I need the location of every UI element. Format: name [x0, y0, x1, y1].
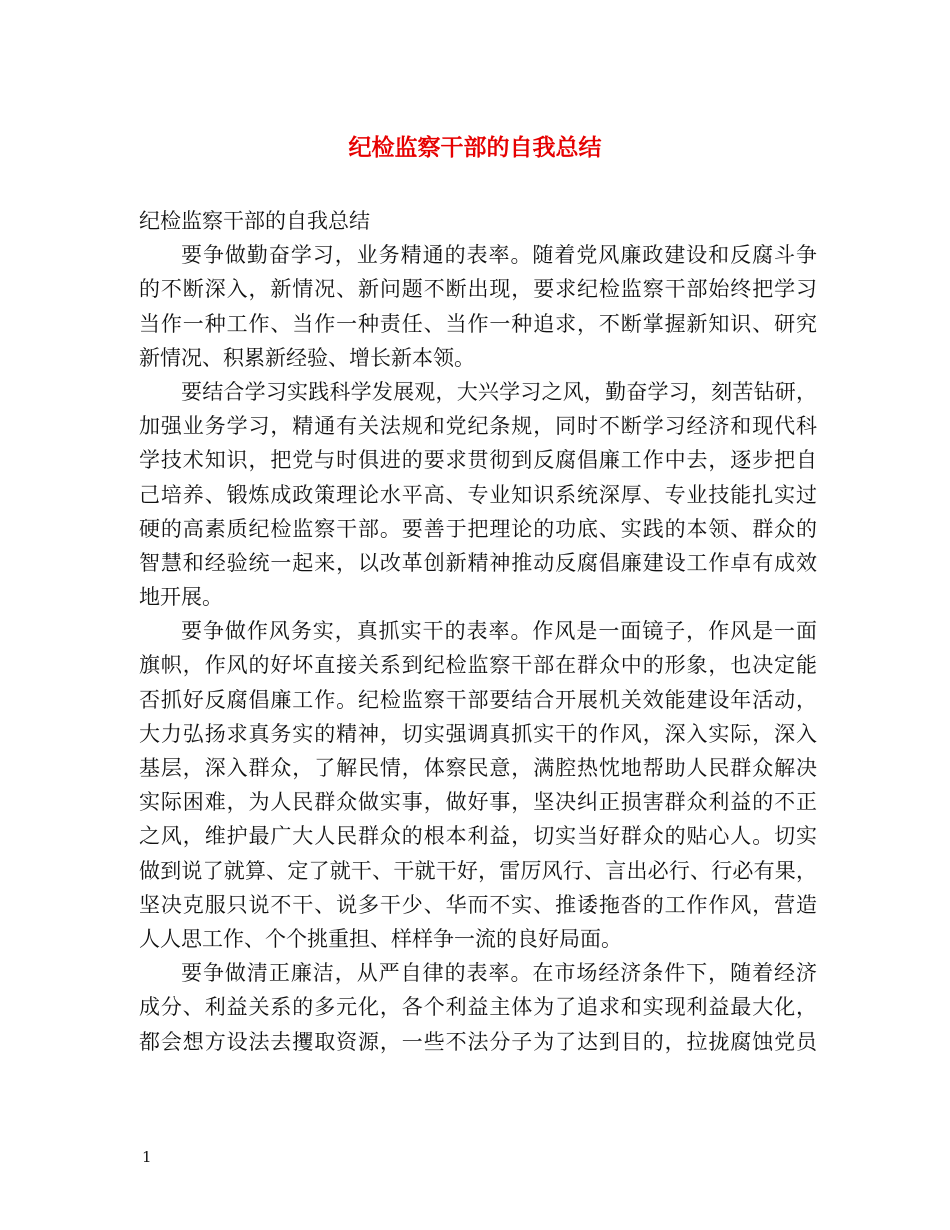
- text-line: 人人思工作、个个挑重担、样样争一流的良好局面。: [139, 926, 622, 951]
- text-line: 要争做勤奋学习，业务精通的表率。随着党风廉政建设和反腐斗争: [181, 243, 817, 268]
- text-line: 旗帜，作风的好坏直接关系到纪检监察干部在群众中的形象，也决定能: [139, 653, 817, 678]
- text-line: 大力弘扬求真务实的精神，切实强调真抓实干的作风，深入实际，深入: [139, 721, 817, 746]
- text-line: 否抓好反腐倡廉工作。纪检监察干部要结合开展机关效能建设年活动，: [139, 687, 817, 712]
- text-line: 新情况、积累新经验、增长新本领。: [139, 345, 475, 370]
- document-body: [139, 204, 817, 1059]
- text-line: 都会想方设法去攫取资源，一些不法分子为了达到目的，拉拢腐蚀党员: [139, 1029, 817, 1054]
- text-line: 纪检监察干部的自我总结: [139, 209, 370, 233]
- text-line: 成分、利益关系的多元化，各个利益主体为了追求和实现利益最大化，: [139, 995, 817, 1020]
- page-number: 1: [142, 1148, 152, 1166]
- text-line: 己培养、锻炼成政策理论水平高、专业知识系统深厚、专业技能扎实过: [139, 482, 817, 507]
- text-line: 做到说了就算、定了就干、干就干好，雷厉风行、言出必行、行必有果，: [139, 858, 817, 883]
- text-line: 要争做作风务实，真抓实干的表率。作风是一面镜子，作风是一面: [181, 619, 817, 644]
- text-line: 要结合学习实践科学发展观，大兴学习之风，勤奋学习，刻苦钻研，: [181, 379, 817, 404]
- text-line: 智慧和经验统一起来，以改革创新精神推动反腐倡廉建设工作卓有成效: [139, 550, 817, 575]
- text-line: 之风，维护最广大人民群众的根本利益，切实当好群众的贴心人。切实: [139, 824, 817, 849]
- text-line: 实际困难，为人民群众做实事，做好事，坚决纠正损害群众利益的不正: [139, 790, 817, 815]
- text-line: 加强业务学习，精通有关法规和党纪条规，同时不断学习经济和现代科: [139, 414, 817, 439]
- text-line: 地开展。: [139, 585, 223, 610]
- document-title: 纪检监察干部的自我总结: [348, 134, 602, 161]
- text-line: 学技术知识，把党与时俱进的要求贯彻到反腐倡廉工作中去，逐步把自: [139, 448, 817, 473]
- text-line: 基层，深入群众，了解民情，体察民意，满腔热忱地帮助人民群众解决: [139, 756, 817, 780]
- text-line: 要争做清正廉洁，从严自律的表率。在市场经济条件下，随着经济: [181, 961, 817, 986]
- text-line: 硬的高素质纪检监察干部。要善于把理论的功底、实践的本领、群众的: [139, 516, 817, 541]
- text-line: 坚决克服只说不干、说多干少、华而不实、推诿拖沓的工作作风，营造: [139, 892, 817, 917]
- text-line: 的不断深入，新情况、新问题不断出现，要求纪检监察干部始终把学习: [139, 277, 817, 302]
- text-line: 当作一种工作、当作一种责任、当作一种追求，不断掌握新知识、研究: [139, 311, 817, 336]
